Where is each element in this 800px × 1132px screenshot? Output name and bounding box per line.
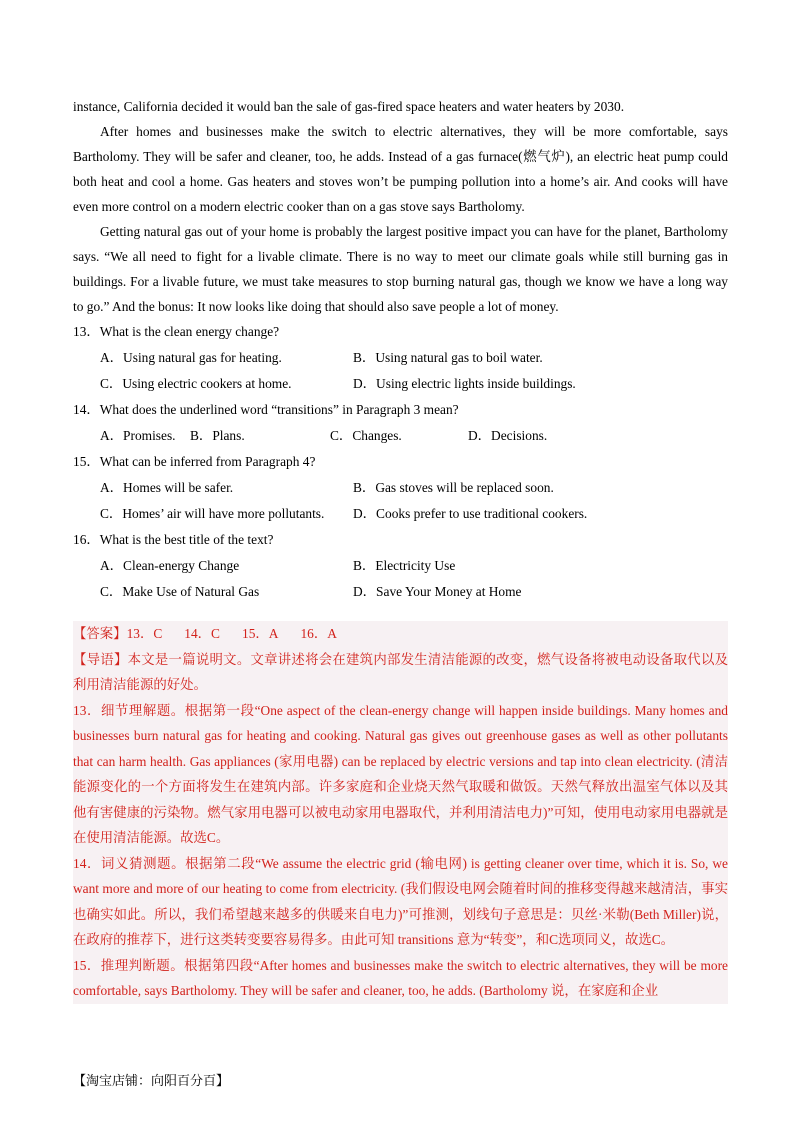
answer-option: A．Clean-energy Change <box>100 558 240 573</box>
question-stem: 15．What can be inferred from Paragraph 4? <box>73 454 316 469</box>
answer-keys <box>73 621 728 647</box>
document-page <box>73 94 728 1004</box>
guide-text: 【导语】本文是一篇说明文。文章讲述将会在建筑内部发生清洁能源的改变，燃气设备将被电动设备取代以及利用清洁能源的好处。 <box>73 651 728 692</box>
reading-passage <box>73 94 728 319</box>
answer-option: B．Using natural gas to boil water. <box>353 350 543 365</box>
shop-footer: 【淘宝店铺：向阳百分百】 <box>73 1074 230 1089</box>
answer-option: B．Electricity Use <box>353 558 456 573</box>
question-stem: 16．What is the best title of the text? <box>73 532 274 547</box>
answer-option: D．Save Your Money at Home <box>353 584 522 599</box>
option-group <box>73 553 728 605</box>
answer-option: B．Plans. <box>190 428 245 443</box>
passage-paragraph: After homes and businesses make the switch to electric alternatives, they will be more comfortable, says Bartholomy. They will be safer and cleaner, too, he adds. Instead of a gas furnace(燃气炉), an electric heat pump could both heat and cool a home. Gas heaters and stoves won’t be pumping pollution into a home’s air. And cooks will have even more control on a modern electric cooker than on a gas stove says Bartholomy. <box>73 124 728 214</box>
answer-option: B．Gas stoves will be replaced soon. <box>353 480 554 495</box>
answer-option: C．Make Use of Natural Gas <box>100 584 260 599</box>
answer-option: C．Changes. <box>330 428 402 443</box>
answer-key: 14．C <box>184 626 220 641</box>
option-group <box>73 345 728 397</box>
explanation-15: 15．推理判断题。根据第四段“After homes and businesses make the switch to electric alternatives, they will be more comfortable, says Bartholomy. They will be safer and cleaner, too, he adds. (Bartholomy 说，在家庭和企业 <box>73 957 728 998</box>
answer-option: A．Homes will be safer. <box>100 480 234 495</box>
answer-option: D．Cooks prefer to use traditional cookers. <box>353 506 588 521</box>
answer-option: A．Promises. <box>100 428 176 443</box>
answer-section <box>73 621 728 1004</box>
answer-key: 16．A <box>300 626 337 641</box>
question-list <box>73 319 728 605</box>
answer-key: 15．A <box>242 626 279 641</box>
option-group <box>73 475 728 527</box>
explanation-13: 13．细节理解题。根据第一段“One aspect of the clean-energy change will happen inside buildings. Many homes and businesses burn natural gas for heating and cooking. Natural gas gives out greenhouse gases as well as other pollutants that can harm health. Gas appliances (家用电器) can be replaced by electric versions and tap into clean electricity. (清洁能源变化的一个方面将发生在建筑内部。许多家庭和企业烧天然气取暖和做饭。天然气释放出温室气体以及其他有害健康的污染物。燃气家用电器可以被电动家用电器取代，并利用清洁电力)”可知，使用电动家用电器就是在使用清洁能源。故选C。 <box>73 702 728 845</box>
passage-paragraph: instance, California decided it would ban the sale of gas-fired space heaters and water heaters by 2030. <box>73 99 625 114</box>
question-stem: 14．What does the underlined word “transitions” in Paragraph 3 mean? <box>73 402 459 417</box>
answer-label: 【答案】 <box>73 626 127 641</box>
answer-option: C．Using electric cookers at home. <box>100 376 292 391</box>
answer-option: A．Using natural gas for heating. <box>100 350 282 365</box>
answer-option: C．Homes’ air will have more pollutants. <box>100 506 325 521</box>
answer-option: D．Decisions. <box>468 428 548 443</box>
question-stem: 13．What is the clean energy change? <box>73 324 280 339</box>
answer-key: 13．C <box>126 626 163 641</box>
option-group <box>73 423 728 449</box>
passage-paragraph: Getting natural gas out of your home is probably the largest positive impact you can have for the planet, Bartholomy says. “We all need to fight for a livable climate. There is no way to meet our climate goals while still burning gas in buildings. For a livable future, we must take measures to stop burning natural gas, though we know we have a long way to go.” And the bonus: It now looks like doing that should also save people a lot of money. <box>73 224 728 314</box>
answer-option: D．Using electric lights inside buildings. <box>353 376 576 391</box>
explanation-14: 14．词义猜测题。根据第二段“We assume the electric grid (输电网) is getting cleaner over time, which it is. So, we want more and more of our heating to come from electricity. (我们假设电网会随着时间的推移变得越来越清洁，事实也确实如此。所以，我们希望越来越多的供暖来自电力)”可推测，划线句子意思是：贝丝·米勒(Beth Miller)说，在政府的推荐下，进行这类转变要容易得多。由此可知 transitions 意为“转变”，和C选项同义，故选C。 <box>73 855 728 947</box>
